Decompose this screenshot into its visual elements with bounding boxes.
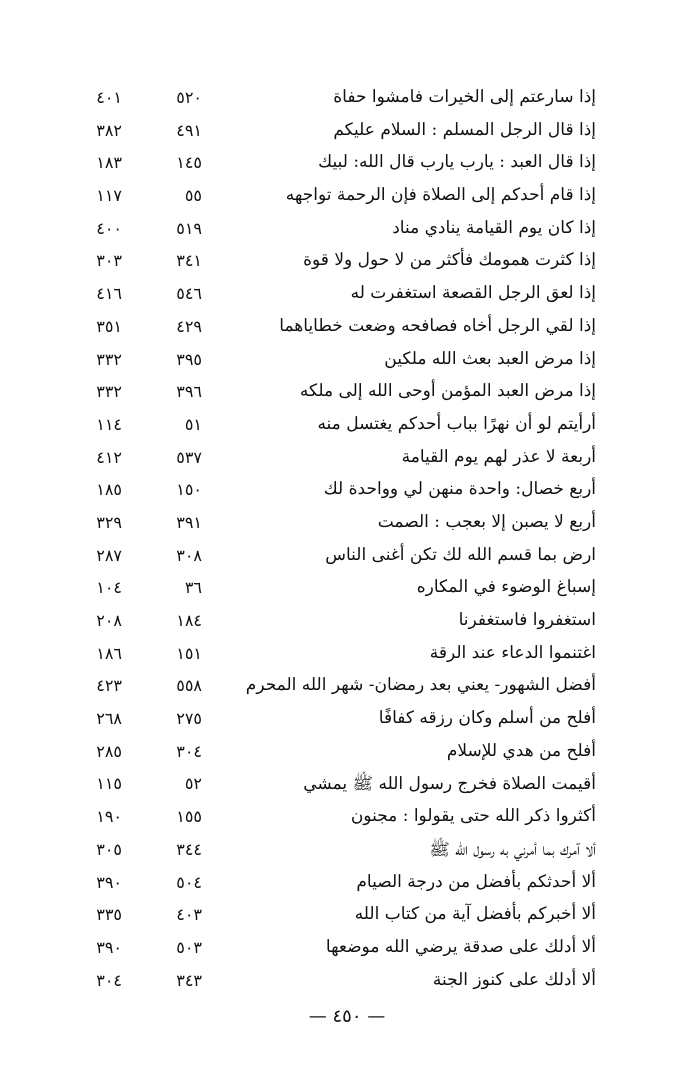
page-reference: ٣٩٠ bbox=[96, 937, 122, 957]
page-reference: ١٨٦ bbox=[96, 643, 122, 663]
index-row bbox=[0, 117, 694, 150]
hadith-text: أفضل الشهور- يعني بعد رمضان- شهر الله المحرم bbox=[245, 675, 596, 696]
hadith-number: ٣٠٤ bbox=[176, 741, 202, 761]
hadith-text: أربعة لا عذر لهم يوم القيامة bbox=[401, 446, 596, 467]
hadith-text: ألا أخبركم بأفضل آية من كتاب الله bbox=[354, 904, 596, 925]
page-reference: ٣٨٢ bbox=[96, 120, 122, 140]
index-row bbox=[0, 476, 694, 509]
page-reference: ٢٨٥ bbox=[96, 741, 122, 761]
page-reference: ٤٢٣ bbox=[96, 676, 122, 696]
index-row bbox=[0, 934, 694, 967]
index-row bbox=[0, 509, 694, 542]
hadith-number: ٣٠٨ bbox=[176, 545, 202, 565]
hadith-number: ٥٣٧ bbox=[176, 447, 202, 467]
page-number: — ٤٥٠ — bbox=[308, 1006, 386, 1027]
hadith-text: إذا مرض العبد بعث الله ملكين bbox=[384, 348, 596, 369]
page-reference: ١٠٤ bbox=[96, 578, 122, 598]
page-reference: ٣٣٥ bbox=[96, 905, 122, 925]
hadith-text: أفلح من أسلم وكان رزقه كفافًا bbox=[378, 708, 596, 729]
page-reference: ١٨٥ bbox=[96, 480, 122, 500]
index-row bbox=[0, 346, 694, 379]
hadith-text: أقيمت الصلاة فخرج رسول الله ﷺ يمشي bbox=[303, 774, 596, 795]
page-reference: ١١٧ bbox=[96, 186, 122, 206]
index-row bbox=[0, 869, 694, 902]
hadith-number: ١٥٥ bbox=[176, 807, 202, 827]
index-row bbox=[0, 411, 694, 444]
hadith-number: ٤٩١ bbox=[176, 120, 202, 140]
page-reference: ٤١٦ bbox=[96, 284, 122, 304]
index-row bbox=[0, 770, 694, 803]
hadith-text: إسباغ الوضوء في المكاره bbox=[416, 577, 596, 598]
hadith-number: ٥٢٠ bbox=[176, 88, 202, 107]
hadith-number: ٥٠٤ bbox=[176, 872, 202, 892]
hadith-number: ١٥٠ bbox=[176, 480, 202, 500]
page-reference: ٢٨٧ bbox=[96, 545, 122, 565]
hadith-number: ٣٩٦ bbox=[176, 382, 202, 402]
index-row bbox=[0, 182, 694, 215]
page-reference: ١١٤ bbox=[96, 414, 122, 434]
index-row bbox=[0, 640, 694, 673]
page-reference: ٤٠١ bbox=[96, 88, 122, 107]
hadith-text: إذا لعق الرجل القصعة استغفرت له bbox=[350, 283, 596, 304]
page-reference: ٣٥١ bbox=[96, 316, 122, 336]
page-reference: ٢٦٨ bbox=[96, 709, 122, 729]
hadith-text: إذا كثرت همومك فأكثر من لا حول ولا قوة bbox=[303, 250, 596, 271]
hadith-number: ٥١ bbox=[184, 414, 202, 434]
hadith-text: إذا قال الرجل المسلم : السلام عليكم bbox=[333, 119, 596, 140]
hadith-number: ٤٢٩ bbox=[176, 316, 202, 336]
hadith-text: اغتنموا الدعاء عند الرقة bbox=[429, 642, 596, 663]
hadith-text: ألا أحدثكم بأفضل من درجة الصيام bbox=[356, 871, 596, 892]
hadith-index-list bbox=[0, 84, 694, 999]
hadith-number: ٥٤٦ bbox=[176, 284, 202, 304]
index-row bbox=[0, 607, 694, 640]
hadith-number: ١٨٤ bbox=[176, 611, 202, 630]
index-row bbox=[0, 705, 694, 738]
page-reference: ٣٣٢ bbox=[96, 349, 122, 369]
hadith-number: ٢٧٥ bbox=[176, 709, 202, 729]
page-reference: ١٩٠ bbox=[96, 807, 122, 827]
index-row bbox=[0, 215, 694, 248]
hadith-number: ١٥١ bbox=[176, 643, 202, 663]
hadith-number: ٥٥٨ bbox=[176, 676, 202, 696]
hadith-text: إذا قال العبد : يارب يارب قال الله: لبيك bbox=[318, 152, 596, 173]
hadith-text: أكثروا ذكر الله حتى يقولوا : مجنون bbox=[350, 806, 596, 827]
hadith-text: إذا سارعتم إلى الخيرات فامشوا حفاة bbox=[333, 87, 596, 107]
hadith-text: ألا أدلك على كنوز الجنة bbox=[432, 969, 596, 990]
hadith-text: أربع خصال: واحدة منهن لي وواحدة لك bbox=[323, 479, 596, 500]
page-reference: ٤١٢ bbox=[96, 447, 122, 467]
hadith-number: ١٤٥ bbox=[176, 153, 202, 173]
hadith-number: ٥١٩ bbox=[176, 218, 202, 238]
hadith-number: ٣٩٥ bbox=[176, 349, 202, 369]
index-row bbox=[0, 280, 694, 313]
hadith-text: أربع لا يصبن إلا بعجب : الصمت bbox=[377, 511, 596, 532]
index-row bbox=[0, 738, 694, 771]
hadith-text: ألا آمرك بما أمرني به رسول الله ﷺ bbox=[429, 839, 596, 860]
hadith-number: ٥٠٣ bbox=[176, 937, 202, 957]
hadith-text: استغفروا فاستغفرنا bbox=[458, 610, 596, 630]
hadith-text: أرأيتم لو أن نهرًا بباب أحدكم يغتسل منه bbox=[317, 413, 596, 434]
page-reference: ٣٠٤ bbox=[96, 970, 122, 990]
page-reference: ٣٣٢ bbox=[96, 382, 122, 402]
index-row bbox=[0, 672, 694, 705]
hadith-text: إذا كان يوم القيامة ينادي مناد bbox=[392, 217, 596, 238]
hadith-text: ألا أدلك على صدقة يرضي الله موضعها bbox=[325, 936, 596, 957]
page-reference: ٣٢٩ bbox=[96, 512, 122, 532]
index-row bbox=[0, 967, 694, 1000]
page-reference: ١٨٣ bbox=[96, 153, 122, 173]
index-row bbox=[0, 247, 694, 280]
hadith-text: إذا قام أحدكم إلى الصلاة فإن الرحمة تواجهه bbox=[285, 185, 596, 206]
index-row bbox=[0, 444, 694, 477]
page-reference: ٣٩٠ bbox=[96, 872, 122, 892]
index-row bbox=[0, 574, 694, 607]
hadith-number: ٣٤١ bbox=[176, 251, 202, 271]
hadith-number: ٥٢ bbox=[184, 774, 202, 794]
hadith-number: ٤٠٣ bbox=[176, 905, 202, 925]
index-row bbox=[0, 149, 694, 182]
hadith-number: ٣٩١ bbox=[176, 512, 202, 532]
index-row bbox=[0, 378, 694, 411]
page-reference: ١١٥ bbox=[96, 774, 122, 794]
hadith-text: ارض بما قسم الله لك تكن أغنى الناس bbox=[325, 544, 596, 565]
page-reference: ٣٠٥ bbox=[96, 839, 122, 859]
hadith-text: أفلح من هدي للإسلام bbox=[446, 740, 596, 761]
page-reference: ٤٠٠ bbox=[96, 218, 122, 238]
hadith-number: ٥٥ bbox=[184, 186, 202, 206]
index-row bbox=[0, 836, 694, 869]
hadith-text: إذا لقي الرجل أخاه فصافحه وضعت خطاياهما bbox=[279, 315, 596, 336]
page-reference: ٢٠٨ bbox=[96, 611, 122, 630]
index-row bbox=[0, 84, 694, 117]
index-row bbox=[0, 901, 694, 934]
hadith-number: ٣٦ bbox=[184, 578, 202, 598]
hadith-text: إذا مرض العبد المؤمن أوحى الله إلى ملكه bbox=[299, 381, 596, 402]
page-reference: ٣٠٣ bbox=[96, 251, 122, 271]
index-row bbox=[0, 542, 694, 575]
hadith-number: ٣٤٣ bbox=[176, 970, 202, 990]
index-row bbox=[0, 803, 694, 836]
index-row bbox=[0, 313, 694, 346]
hadith-number: ٣٤٤ bbox=[176, 839, 202, 859]
